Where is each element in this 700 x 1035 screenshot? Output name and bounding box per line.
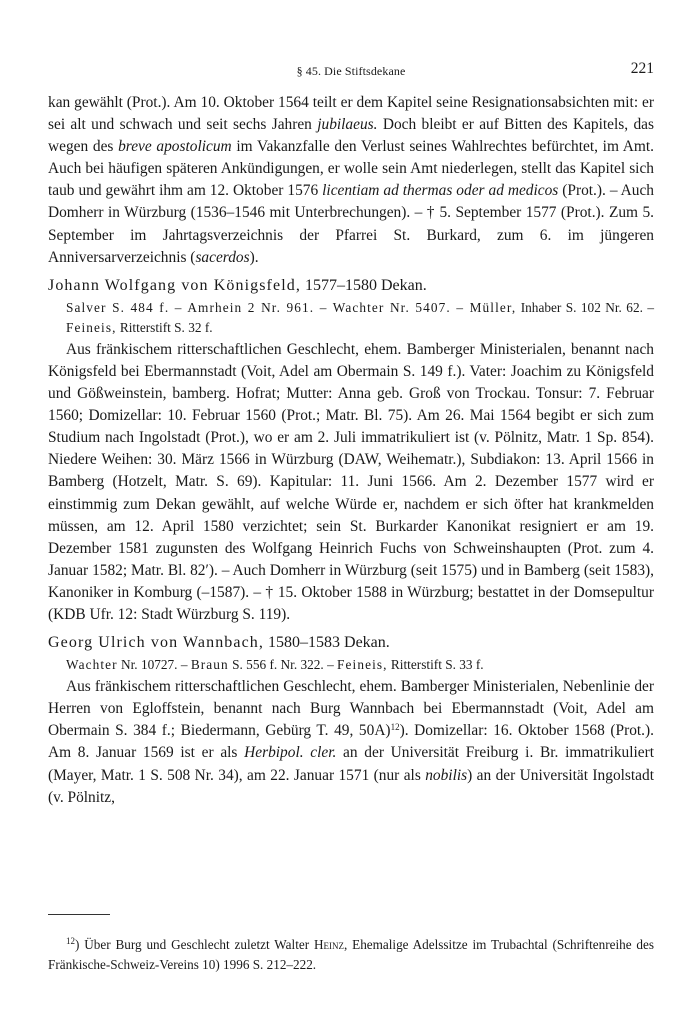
page-body: [48, 92, 654, 809]
source-authors: Wachter: [66, 657, 118, 673]
text-run: ).: [249, 248, 259, 266]
source-authors: Braun: [190, 657, 229, 673]
entry-sources-koenigsfeld: [48, 298, 654, 338]
footnote-divider: [48, 914, 110, 915]
footnote-12: [48, 935, 654, 975]
paragraph-dean-continued: [48, 92, 654, 269]
entry-sources-wannbach: [48, 655, 654, 675]
text-run: an der Universität Freiburg i. Br. immatrikuliert (Mayer, Matr. 1 S. 508 Nr. 34), am 22. Januar 1571 (nur als: [48, 744, 655, 784]
latin-term: sacerdos: [195, 248, 250, 266]
footnote-mark: 12: [66, 936, 75, 947]
text-run: , Ehemalige Adelssitze im Trubachtal (Schriftenreihe des Fränkische-Schweiz-Vereins 10) 1996 S. 212–222.: [48, 937, 655, 973]
entry-office: 1577–1580 Dekan.: [300, 276, 427, 294]
entry-name: Georg Ulrich von Wannbach,: [48, 634, 265, 652]
latin-term: jubilaeus.: [317, 116, 378, 134]
text-run: ) Über Burg und Geschlecht zuletzt Walter: [75, 937, 314, 953]
text-run: im Vakanzfalle den Verlust seines Wahlrechtes befürchtet, im Amt. Auch bei häufigen späteren Ankündigungen, er wolle sein Amt niederlegen, stellt das Kapitel sich taub und gewährt ihm am 12. Oktober 1576: [48, 138, 654, 200]
source-text: Ritterstift S. 33 f.: [387, 657, 484, 673]
latin-term: nobilis: [425, 766, 468, 784]
text-run: ) an der Universität Ingolstadt (v. Pölnitz,: [48, 766, 654, 806]
source-text: S. 556 f. Nr. 322. –: [228, 657, 338, 673]
entry-text-koenigsfeld: Aus fränkischem ritterschaftlichen Geschlecht, ehem. Bamberger Ministerialen, benannt nach Königsfeld bei Ebermannstadt (Voit, Adel am Obermain S. 149 f.). Vater: Joachim zu Königsfeld und Gößweinstein, bamberg. Hofrat; Mutter: Anna geb. Groß von Trockau. Tonsur: 7. Februar 1560; Domizellar: 10. Februar 1560 (Prot.; Matr. Bl. 75). Am 26. Mai 1564 begibt er sich zum Studium nach Ingolstadt (Prot.), wo er am 2. Juli immatrikuliert ist (v. Pölnitz, Matr. 1 Sp. 854). Niedere Weihen: 30. März 1566 in Würzburg (DAW, Weihematr.), Subdiakon: 13. April 1566 in Bamberg (Hotzelt, Matr. S. 69). Kapitular: 11. Juni 1566. Am 2. Dezember 1577 wird er einstimmig zum Dekan gewählt, auf welche Würde er, nachdem er sich öfter hat krankmelden müssen, am 12. April 1580 verzichtet; sein St. Burkarder Kanonikat resigniert er am 19. Dezember 1581 zugunsten des Wolfgang Heinrich Fuchs von Schweinshaupten (Prot. zum 4. Januar 1582; Matr. Bl. 82′). – Auch Domherr in Würzburg (seit 1575) und in Bamberg (seit 1583), Kanoniker in Komburg (–1587). – † 15. Oktober 1588 in Würzburg; bestattet in der Domsepultur (KDB Ufr. 12: Stadt Würzburg S. 119).: [48, 340, 654, 623]
source-text: Ritterstift S. 32 f.: [116, 319, 213, 335]
footnote-author: Heinz: [313, 937, 344, 953]
latin-term: breve apostolicum: [118, 138, 232, 156]
page-number: 221: [630, 60, 654, 77]
running-head: § 45. Die Stiftsdekane: [296, 64, 406, 78]
entry-name: Johann Wolfgang von Königsfeld,: [48, 276, 301, 294]
entry-heading-wannbach: [48, 632, 654, 654]
text-run: Aus fränkischem ritterschaftlichen Geschlecht, ehem. Bamberger Ministerialen, Nebenlinie der Herren von Egloffstein, benannt nach Burg Wannbach bei Ebermannstadt (Voit, Adel am Obermain S. 384 f.; Biedermann, Gebürg T. 49, 50A): [48, 678, 654, 740]
page-header: [48, 60, 654, 82]
footnote-reference[interactable]: 12: [390, 722, 400, 733]
source-text: Nr. 10727. –: [117, 657, 191, 673]
text-run: Doch bleibt er auf Bitten des Kapitels, das wegen des: [48, 116, 654, 156]
text-run: (Prot.). – Auch Domherr in Würzburg (1536–1546 mit Unterbrechungen). – † 5. September 1577 (Prot.). Zum 5. September im Jahrtagsverzeichnis der Pfarrei St. Burkard, zum 6. im jüngeren Anniversarverzeichnis (: [48, 182, 654, 266]
entry-office: 1580–1583 Dekan.: [264, 634, 390, 652]
text-run: kan gewählt (Prot.). Am 10. Oktober 1564 teilt er dem Kapitel seine Resignationsabsichten mit: er sei alt und schwach und seit sechs Jahren: [48, 94, 654, 134]
entry-text-wannbach: [48, 676, 654, 809]
source-text: Inhaber S. 102 Nr. 62. –: [516, 299, 655, 315]
source-authors: Salver S. 484 f. – Amrhein 2 Nr. 961. – Wachter Nr. 5407. – Müller,: [66, 299, 517, 315]
source-authors: Feineis,: [337, 657, 388, 673]
entry-heading-koenigsfeld: [48, 275, 654, 297]
latin-term: licentiam ad thermas oder ad medicos: [322, 182, 559, 200]
text-run: ). Domizellar: 16. Oktober 1568 (Prot.). Am 8. Januar 1569 ist er als: [48, 722, 654, 762]
source-authors: Feineis,: [66, 319, 117, 335]
latin-term: Herbipol. cler.: [244, 744, 337, 762]
